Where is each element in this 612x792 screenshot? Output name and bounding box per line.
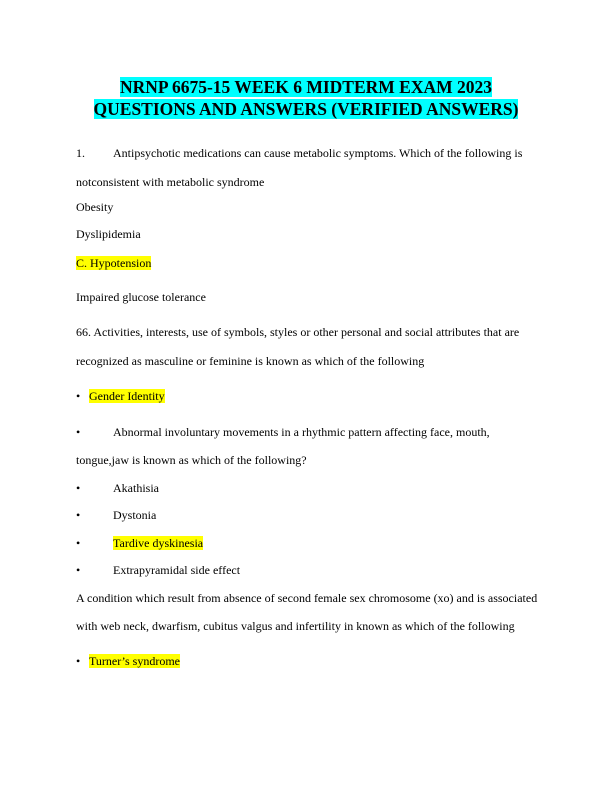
bullet-icon: • [76, 563, 81, 577]
question-1-line-2: notconsistent with metabolic syndrome [76, 175, 265, 189]
option-hypotension-answer [76, 256, 151, 270]
document-page: NRNP 6675-15 WEEK 6 MIDTERM EXAM 2023 QUESTIONS AND ANSWERS (VERIFIED ANSWERS) 1. Antipsychotic medications can cause metabolic symptoms. Which of the following is notconsistent with metabolic syndrome Obesity Dyslipidemia C. Hypotension Impaired glucose tolerance 66. Activities, interests, use of symbols, styles or other personal and social attributes that are recognized as masculine or feminine is known as which of the following • Gender Identity • Abnormal involuntary movements in a rhythmic pattern affecting face, mouth, tongue,jaw is known as which of the following? • Akathisia • Dystonia • Tardive dyskinesia • Extrapyramidal side effect A condition which result from absence of second female sex chromosome (xo) and is associated with web neck, dwarfism, cubitus valgus and infertility in known as which of the following • Turner’s syndrome [0, 0, 612, 792]
highlighted-answer: Tardive dyskinesia [113, 536, 204, 550]
option-dyslipidemia: Dyslipidemia [76, 227, 141, 241]
question-66-line-2: recognized as masculine or feminine is known as which of the following [76, 354, 425, 368]
bullet-icon: • [76, 654, 81, 668]
question-66-line-1: 66. Activities, interests, use of symbols, styles or other personal and social attributes that are [76, 325, 520, 339]
title-line-2: QUESTIONS AND ANSWERS (VERIFIED ANSWERS) [93, 99, 519, 119]
question-text: Abnormal involuntary movements in a rhythmic pattern affecting face, mouth, [113, 425, 490, 439]
bullet-icon: • [76, 536, 81, 550]
bullet-icon: • [76, 425, 81, 439]
highlighted-answer: Gender Identity [89, 389, 165, 403]
title-line-1: NRNP 6675-15 WEEK 6 MIDTERM EXAM 2023 [119, 77, 493, 97]
question-number: 1. [76, 146, 85, 160]
question-4-line-2: with web neck, dwarfism, cubitus valgus and infertility in known as which of the following [76, 619, 515, 633]
document-title [0, 76, 612, 120]
bullet-icon: • [76, 508, 81, 522]
option-obesity: Obesity [76, 200, 114, 214]
answer-gender-identity [76, 389, 165, 403]
bullet-icon: • [76, 481, 81, 495]
highlighted-answer: C. Hypotension [76, 256, 152, 270]
question-3-line-2: tongue,jaw is known as which of the following? [76, 453, 307, 467]
highlighted-answer: Turner’s syndrome [89, 654, 181, 668]
bullet-icon: • [76, 389, 81, 403]
question-text: Antipsychotic medications can cause metabolic symptoms. Which of the following is [113, 146, 523, 160]
question-4-line-1: A condition which result from absence of second female sex chromosome (xo) and is associated [76, 591, 538, 605]
answer-turners-syndrome [76, 654, 180, 668]
option-impaired-glucose: Impaired glucose tolerance [76, 290, 206, 304]
